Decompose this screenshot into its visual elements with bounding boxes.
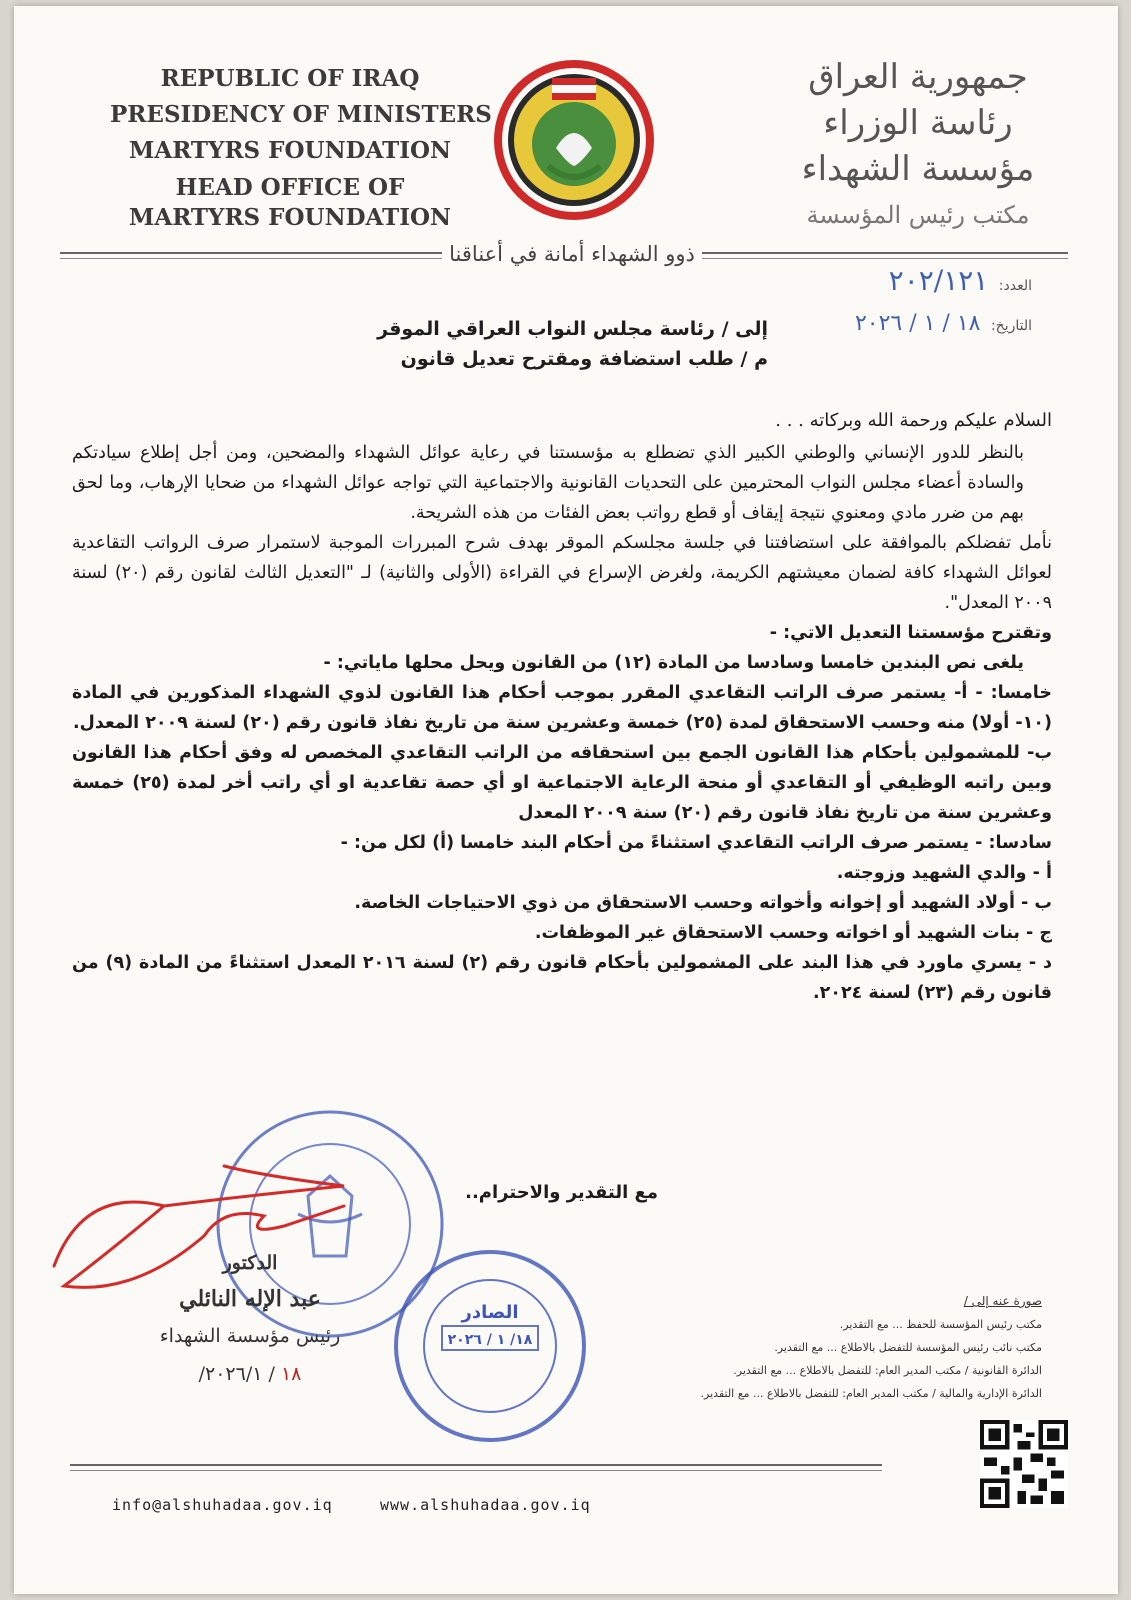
ar-line-country: جمهورية العراق: [808, 57, 1028, 97]
header-motto: ذوو الشهداء أمانة في أعناقنا: [442, 234, 702, 274]
en-line-presidency: PRESIDENCY OF MINISTERS: [110, 101, 492, 128]
greeting: السلام عليكم ورحمة الله وبركاته . . .: [775, 410, 1052, 431]
copies-list: [642, 1290, 1042, 1405]
letter-body: [72, 406, 1052, 1008]
footer-divider-thin: [70, 1470, 882, 1471]
ar-line-office: مكتب رئيس المؤسسة: [806, 201, 1030, 229]
letter-date: [855, 311, 1032, 336]
signatory-title: الدكتور: [222, 1252, 278, 1274]
footer-website[interactable]: www.alshuhadaa.gov.iq: [380, 1496, 591, 1514]
signature-date: [110, 1354, 390, 1394]
reference-number-label: العدد:: [998, 278, 1032, 294]
paragraph-repeal: يلغى نص البندين خامسا وسادسا من المادة (١٢) من القانون ويحل محلها ماياتي: -: [323, 653, 1024, 673]
letter-date-value: ١٨ / ١ / ٢٠٢٦: [854, 311, 981, 336]
ar-line-presidency: رئاسة الوزراء: [823, 103, 1013, 143]
recipient-block: [377, 314, 768, 374]
subject-line: م / طلب استضافة ومقترح تعديل قانون: [400, 348, 768, 370]
en-line-foundation-2: MARTYRS FOUNDATION: [128, 204, 452, 231]
clause-sixth-c: ج - بنات الشهيد أو اخواته وحسب الاستحقاق غير الموظفات.: [534, 923, 1052, 943]
reference-number: [889, 264, 1032, 297]
clause-sixth-d: د - يسري ماورد في هذا البند على المشمولين بأحكام قانون رقم (٢) لسنة ٢٠١٦ المعدل استثناءً من المادة (٩) من قانون رقم (٢٣) لسنة ٢٠٢٤.: [72, 953, 1052, 1003]
signatory-name: عبد الإله النائلي: [179, 1286, 321, 1312]
recipient-line: إلى / رئاسة مجلس النواب العراقي الموقر: [377, 318, 768, 340]
copy-item: الدائرة القانونية / مكتب المدير العام: للتفضل بالاطلاع ... مع التقدير.: [733, 1364, 1042, 1377]
copy-item: مكتب رئيس المؤسسة للحفظ ... مع التقدير.: [839, 1318, 1042, 1331]
ar-line-foundation: مؤسسة الشهداء: [801, 149, 1035, 189]
footer-email[interactable]: info@alshuhadaa.gov.iq: [112, 1496, 333, 1514]
en-line-foundation: MARTYRS FOUNDATION: [128, 137, 452, 164]
en-line-country: REPUBLIC OF IRAQ: [160, 65, 420, 92]
signature-date-day: ١٨: [280, 1363, 302, 1385]
footer-divider: [70, 1464, 882, 1466]
outgoing-stamp-label: الصادر: [461, 1302, 519, 1323]
clause-sixth: سادسا: - يستمر صرف الراتب التقاعدي استثناءً من أحكام البند خامسا (أ) لكل من: -: [340, 833, 1052, 853]
paragraph-request: نأمل تفضلكم بالموافقة على استضافتنا في جلسة مجلسكم الموقر بهدف شرح المبررات الموجبة لاستمرار صرف الرواتب التقاعدية لعوائل الشهداء كافة لضمان معيشتهم الكريمة، ولغرض الإسراع في القراءة (الأولى والثانية) لـ "التعديل الثالث لقانون رقم (٢٠) لسنة ٢٠٠٩ المعدل".: [72, 533, 1052, 613]
signatory-position: رئيس مؤسسة الشهداء: [159, 1325, 341, 1347]
outgoing-stamp-date: ١٨/ ١ / ٢٠٢٦: [447, 1332, 533, 1348]
signature-block: [110, 1246, 390, 1394]
copy-item: الدائرة الإدارية والمالية / مكتب المدير العام: للتفضل بالاطلاع ... مع التقدير.: [700, 1387, 1042, 1400]
paragraph-intro: بالنظر للدور الإنساني والوطني الكبير الذي تضطلع به مؤسستنا في رعاية عوائل الشهداء والمضحين، ومن أجل إطلاع سيادتكم والسادة أعضاء مجلس النواب المحترمين على التحديات القانونية والاجتماعية التي تواجه عوائل الشهداء من ضحايا الإرهاب، وما لحق بهم من ضرر مادي ومعنوي نتيجة إيقاف أو قطع رواتب بعض الفئات من هذه الشريحة.: [72, 443, 1024, 523]
copies-header: صورة عنه إلى /: [963, 1294, 1042, 1308]
paragraph-proposal: وتقترح مؤسستنا التعديل الاتي: -: [769, 623, 1052, 643]
arabic-letterhead: [778, 54, 1058, 238]
en-line-head-office: HEAD OFFICE OF: [175, 174, 405, 201]
clause-sixth-a: أ - والدي الشهيد وزوجته.: [836, 863, 1052, 883]
english-letterhead: [110, 61, 492, 233]
clause-fifth-b: ب- للمشمولين بأحكام هذا القانون الجمع بين استحقاقه من الراتب التقاعدي المخصص له وفق أحكام هذا القانون وبين راتبه الوظيفي أو التقاعدي أو منحة الرعاية الاجتماعية او أي حصة تقاعدية او أي راتب أخر لمدة (٢٥) خمسة وعشرين سنة من تاريخ نفاذ قانون رقم (٢٠) سنة ٢٠٠٩ المعدل: [72, 743, 1052, 823]
signature-date-rest: / ٢٠٢٦/١/: [198, 1363, 275, 1385]
clause-sixth-b: ب - أولاد الشهيد أو إخوانه وأخواته وحسب الاستحقاق من ذوي الاحتياجات الخاصة.: [354, 893, 1052, 913]
reference-number-value: ٢٠٢/١٢١: [888, 264, 989, 297]
clause-fifth-a: خامسا: - أ- يستمر صرف الراتب التقاعدي المقرر بموجب أحكام هذا القانون لذوي الشهداء المذكورين في المادة (١٠- أولا) منه وحسب الاستحقاق لمدة (٢٥) خمسة وعشرين سنة من تاريخ نفاذ قانون رقم (٢٠) لسنة ٢٠٠٩ المعدل.: [72, 683, 1052, 733]
letter-page: [14, 6, 1118, 1594]
copy-item: مكتب نائب رئيس المؤسسة للتفضل بالاطلاع ... مع التقدير.: [774, 1341, 1042, 1354]
outgoing-mail-stamp: [392, 1248, 588, 1444]
closing-regards: مع التقدير والاحترام..: [465, 1182, 658, 1203]
foundation-emblem-logo: [484, 54, 664, 224]
qr-code-icon: [980, 1420, 1068, 1508]
letter-date-label: التاريخ:: [990, 318, 1032, 334]
